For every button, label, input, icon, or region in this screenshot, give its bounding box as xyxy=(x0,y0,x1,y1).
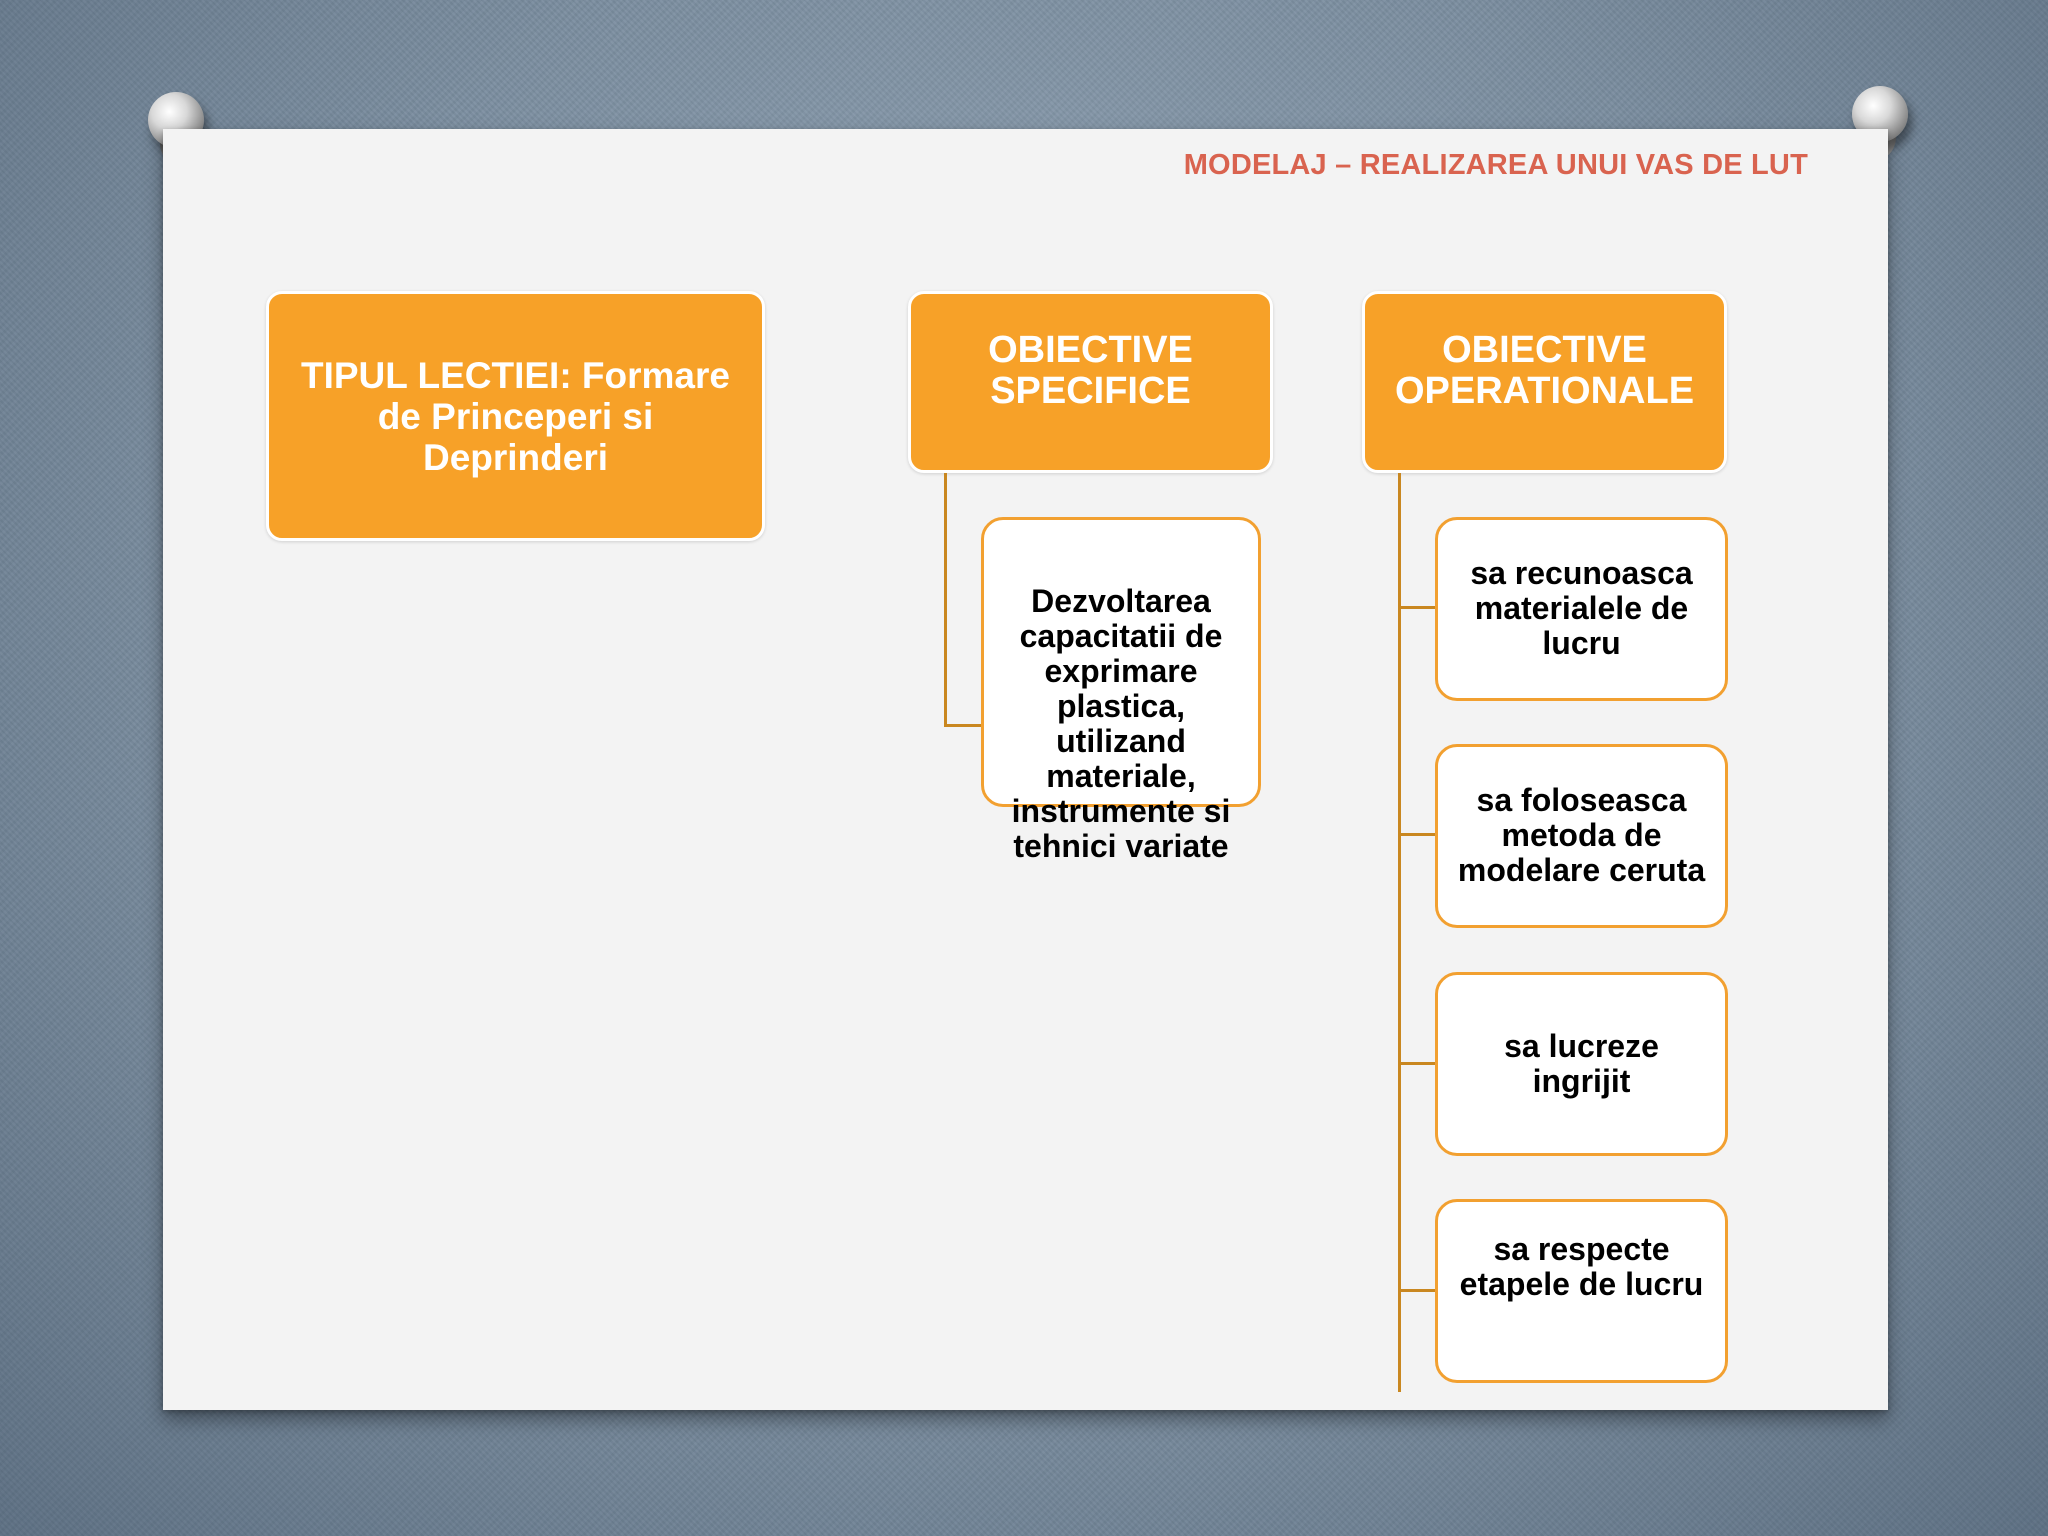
operational-objective-item xyxy=(1435,972,1728,1156)
connector-specific-item-1 xyxy=(944,724,981,727)
operational-objective-item-text: sa lucreze ingrijit xyxy=(1504,1028,1659,1099)
slide-title: MODELAJ – REALIZAREA UNUI VAS DE LUT xyxy=(1183,149,1808,181)
lesson-type-text: TIPUL LECTIEI: Formare de Princeperi si Deprinderi xyxy=(301,354,730,478)
operational-objective-item xyxy=(1435,517,1728,701)
operational-objectives-header-text: OBIECTIVE OPERATIONALE xyxy=(1394,329,1695,412)
operational-objective-item-text: sa respecte etapele de lucru xyxy=(1459,1231,1704,1302)
specific-objective-item xyxy=(981,517,1261,864)
operational-objectives-header xyxy=(1362,291,1727,473)
connector-specific-vertical xyxy=(944,473,947,727)
lesson-type-box xyxy=(266,291,765,541)
operational-objective-item xyxy=(1435,744,1728,928)
operational-objective-item-text: sa recunoasca materialele de lucru xyxy=(1470,555,1693,661)
slide xyxy=(163,129,1888,1410)
specific-objective-item-text: Dezvoltarea capacitatii de exprimare plastica, utilizand materiale, instrumente si tehnici variate xyxy=(1011,583,1231,864)
connector-operational-item-3 xyxy=(1398,1062,1435,1065)
specific-objectives-header xyxy=(908,291,1273,473)
specific-objectives-header-text: OBIECTIVE SPECIFICE xyxy=(988,329,1193,412)
connector-operational-item-2 xyxy=(1398,833,1435,836)
connector-operational-vertical xyxy=(1398,473,1401,1392)
operational-objective-item xyxy=(1435,1199,1728,1383)
connector-operational-item-4 xyxy=(1398,1289,1435,1292)
connector-operational-item-1 xyxy=(1398,606,1435,609)
operational-objective-item-text: sa foloseasca metoda de modelare ceruta xyxy=(1457,782,1706,888)
